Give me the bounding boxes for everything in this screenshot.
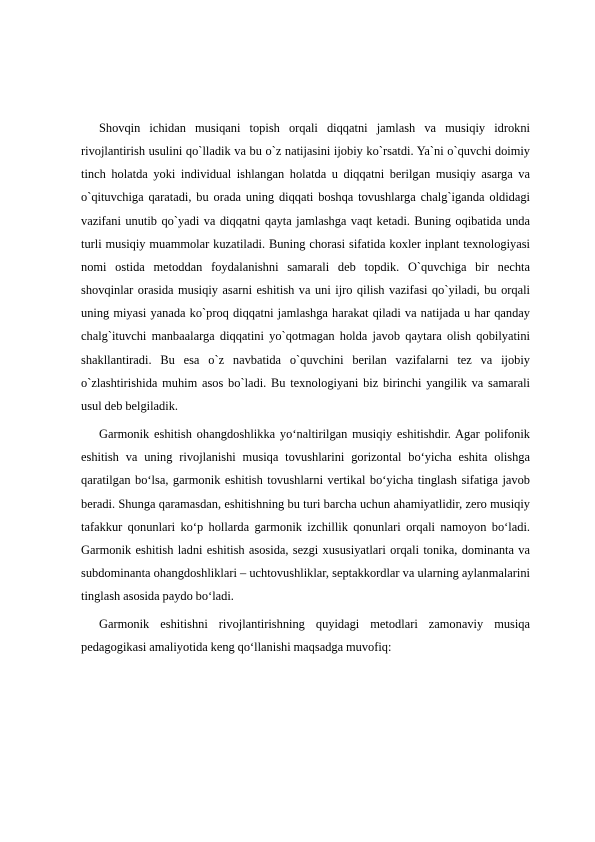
paragraph-1: Shovqin ichidan musiqani topish orqali diqqatni jamlash va musiqiy idrokni rivojlantirish usulini qo`lladik va bu o`z natijasini ijobiy ko`rsatdi. Ya`ni o`quvchi doimiy tinch holatda yoki individual ishlangan holatda u diqqatni berilgan musiqiy asarga va o`qituvchiga qaratadi, bu orada uning diqqati boshqa tovushlarga chalg`iganda oldidagi vazifani unutib qo`yadi va diqqatni qayta jamlashga vaqt ketadi. Buning oqibatida unda turli musiqiy muammolar kuzatiladi. Buning chorasi sifatida koxler inplant texnologiyasi nomi ostida metoddan foydalanishni samarali deb topdik. O`quvchiga bir nechta shovqinlar orasida musiqiy asarni eshitish va uni ijro qilish vazifasi qo`yiladi, bu orqali uning miyasi yanada ko`proq diqqatni jamlashga harakat qiladi va natijada u har qanday chalg`ituvchi manbaalarga diqqatini yo`qotmagan holda javob qaytara olish qobilyatini shakllantiradi. Bu esa o`z navbatida o`quvchini berilan vazifalarni tez va ijobiy o`zlashtirishida muhim asos bo`ladi. Bu texnologiyani biz birinchi yangilik va samarali usul deb belgiladik. — [81, 121, 530, 413]
paragraph-2: Garmonik eshitish ohangdoshlikka yo‘naltirilgan musiqiy eshitishdir. Agar polifonik eshitish va uning rivojlanishi musiqa tovushlarini gorizontal bo‘yicha eshita olishga qaratilgan bo‘lsa, garmonik eshitish tovushlarni vertikal bo‘yicha tinglash sifatiga javob beradi. Shunga qaramasdan, eshitishning bu turi barcha uchun ahamiyatlidir, zero musiqiy tafakkur qonunlari ko‘p hollarda garmonik izchillik qonunlari orqali namoyon bo‘ladi. Garmonik eshitish ladni eshitish asosida, sezgi xususiyatlari orqali tonika, dominanta va subdominanta ohangdoshliklari – uchtovushliklar, septakkordlar va ularning aylanmalarini tinglash asosida paydo bo‘ladi. — [81, 427, 530, 604]
paragraph-3: Garmonik eshitishni rivojlantirishning quyidagi metodlari zamonaviy musiqa pedagogikasi amaliyotida keng qo‘llanishi maqsadga muvofiq: — [81, 617, 530, 655]
body-text — [81, 117, 530, 660]
